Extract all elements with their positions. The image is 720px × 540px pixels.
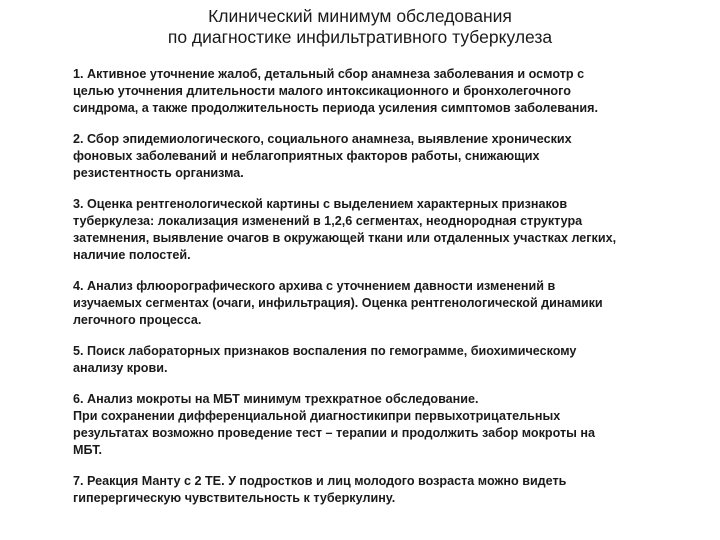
- page-title: [0, 6, 720, 48]
- list-item-7: [73, 473, 693, 507]
- list-item-text-line: целью уточнения длительности малого интоксикационного и бронхолегочного: [73, 84, 571, 98]
- list-item-1: [73, 66, 693, 117]
- list-item-2: [73, 131, 693, 182]
- list-item-5: [73, 343, 693, 377]
- page-title-line-1: Клинический минимум обследования: [208, 6, 512, 26]
- list-item-text-line: результатах возможно проведение тест – терапии и продолжить забор мокроты на: [73, 426, 596, 440]
- list-item-text-line: синдрома, а также продолжительность периода усиления симптомов заболевания.: [73, 101, 598, 115]
- list-item-text-line: легочного процесса.: [73, 313, 202, 327]
- list-item-3: [73, 196, 693, 264]
- list-item-text-line: затемнения, выявление очагов в окружающей ткани или отдаленных участках легких,: [73, 231, 617, 245]
- list-item-text-line: 1. Активное уточнение жалоб, детальный сбор анамнеза заболевания и осмотр с: [73, 67, 585, 81]
- list-item-text-line: гиперергическую чувствительность к туберкулину.: [73, 491, 396, 505]
- list-item-text-line: При сохранении дифференциальной диагностикипри первыхотрицательных: [73, 409, 561, 423]
- list-item-text-line: фоновых заболеваний и неблагоприятных факторов работы, снижающих: [73, 149, 540, 163]
- list-item-text-line: МБТ.: [73, 443, 102, 457]
- list-item-text-line: 5. Поиск лабораторных признаков воспаления по гемограмме, биохимическому: [73, 344, 577, 358]
- list-item-4: [73, 278, 693, 329]
- list-item-text-line: 2. Сбор эпидемиологического, социального анамнеза, выявление хронических: [73, 132, 572, 146]
- list-item-text-line: 7. Реакция Манту с 2 ТЕ. У подростков и лиц молодого возраста можно видеть: [73, 474, 567, 488]
- page-title-line-2: по диагностике инфильтративного туберкулеза: [167, 27, 553, 47]
- list-item-text-line: резистентность организма.: [73, 166, 244, 180]
- list-item-text-line: наличие полостей.: [73, 248, 191, 262]
- list-item-text-line: 6. Анализ мокроты на МБТ минимум трехкратное обследование.: [73, 392, 479, 406]
- criteria-list: [73, 66, 693, 521]
- list-item-text-line: изучаемых сегментах (очаги, инфильтрация). Оценка рентгенологической динамики: [73, 296, 603, 310]
- list-item-6: [73, 391, 693, 459]
- list-item-text-line: 3. Оценка рентгенологической картины с выделением характерных признаков: [73, 197, 568, 211]
- list-item-text-line: 4. Анализ флюорографического архива с уточнением давности изменений в: [73, 279, 556, 293]
- list-item-text-line: туберкулеза: локализация изменений в 1,2,6 сегментах, неоднородная структура: [73, 214, 583, 228]
- list-item-text-line: анализу крови.: [73, 361, 168, 375]
